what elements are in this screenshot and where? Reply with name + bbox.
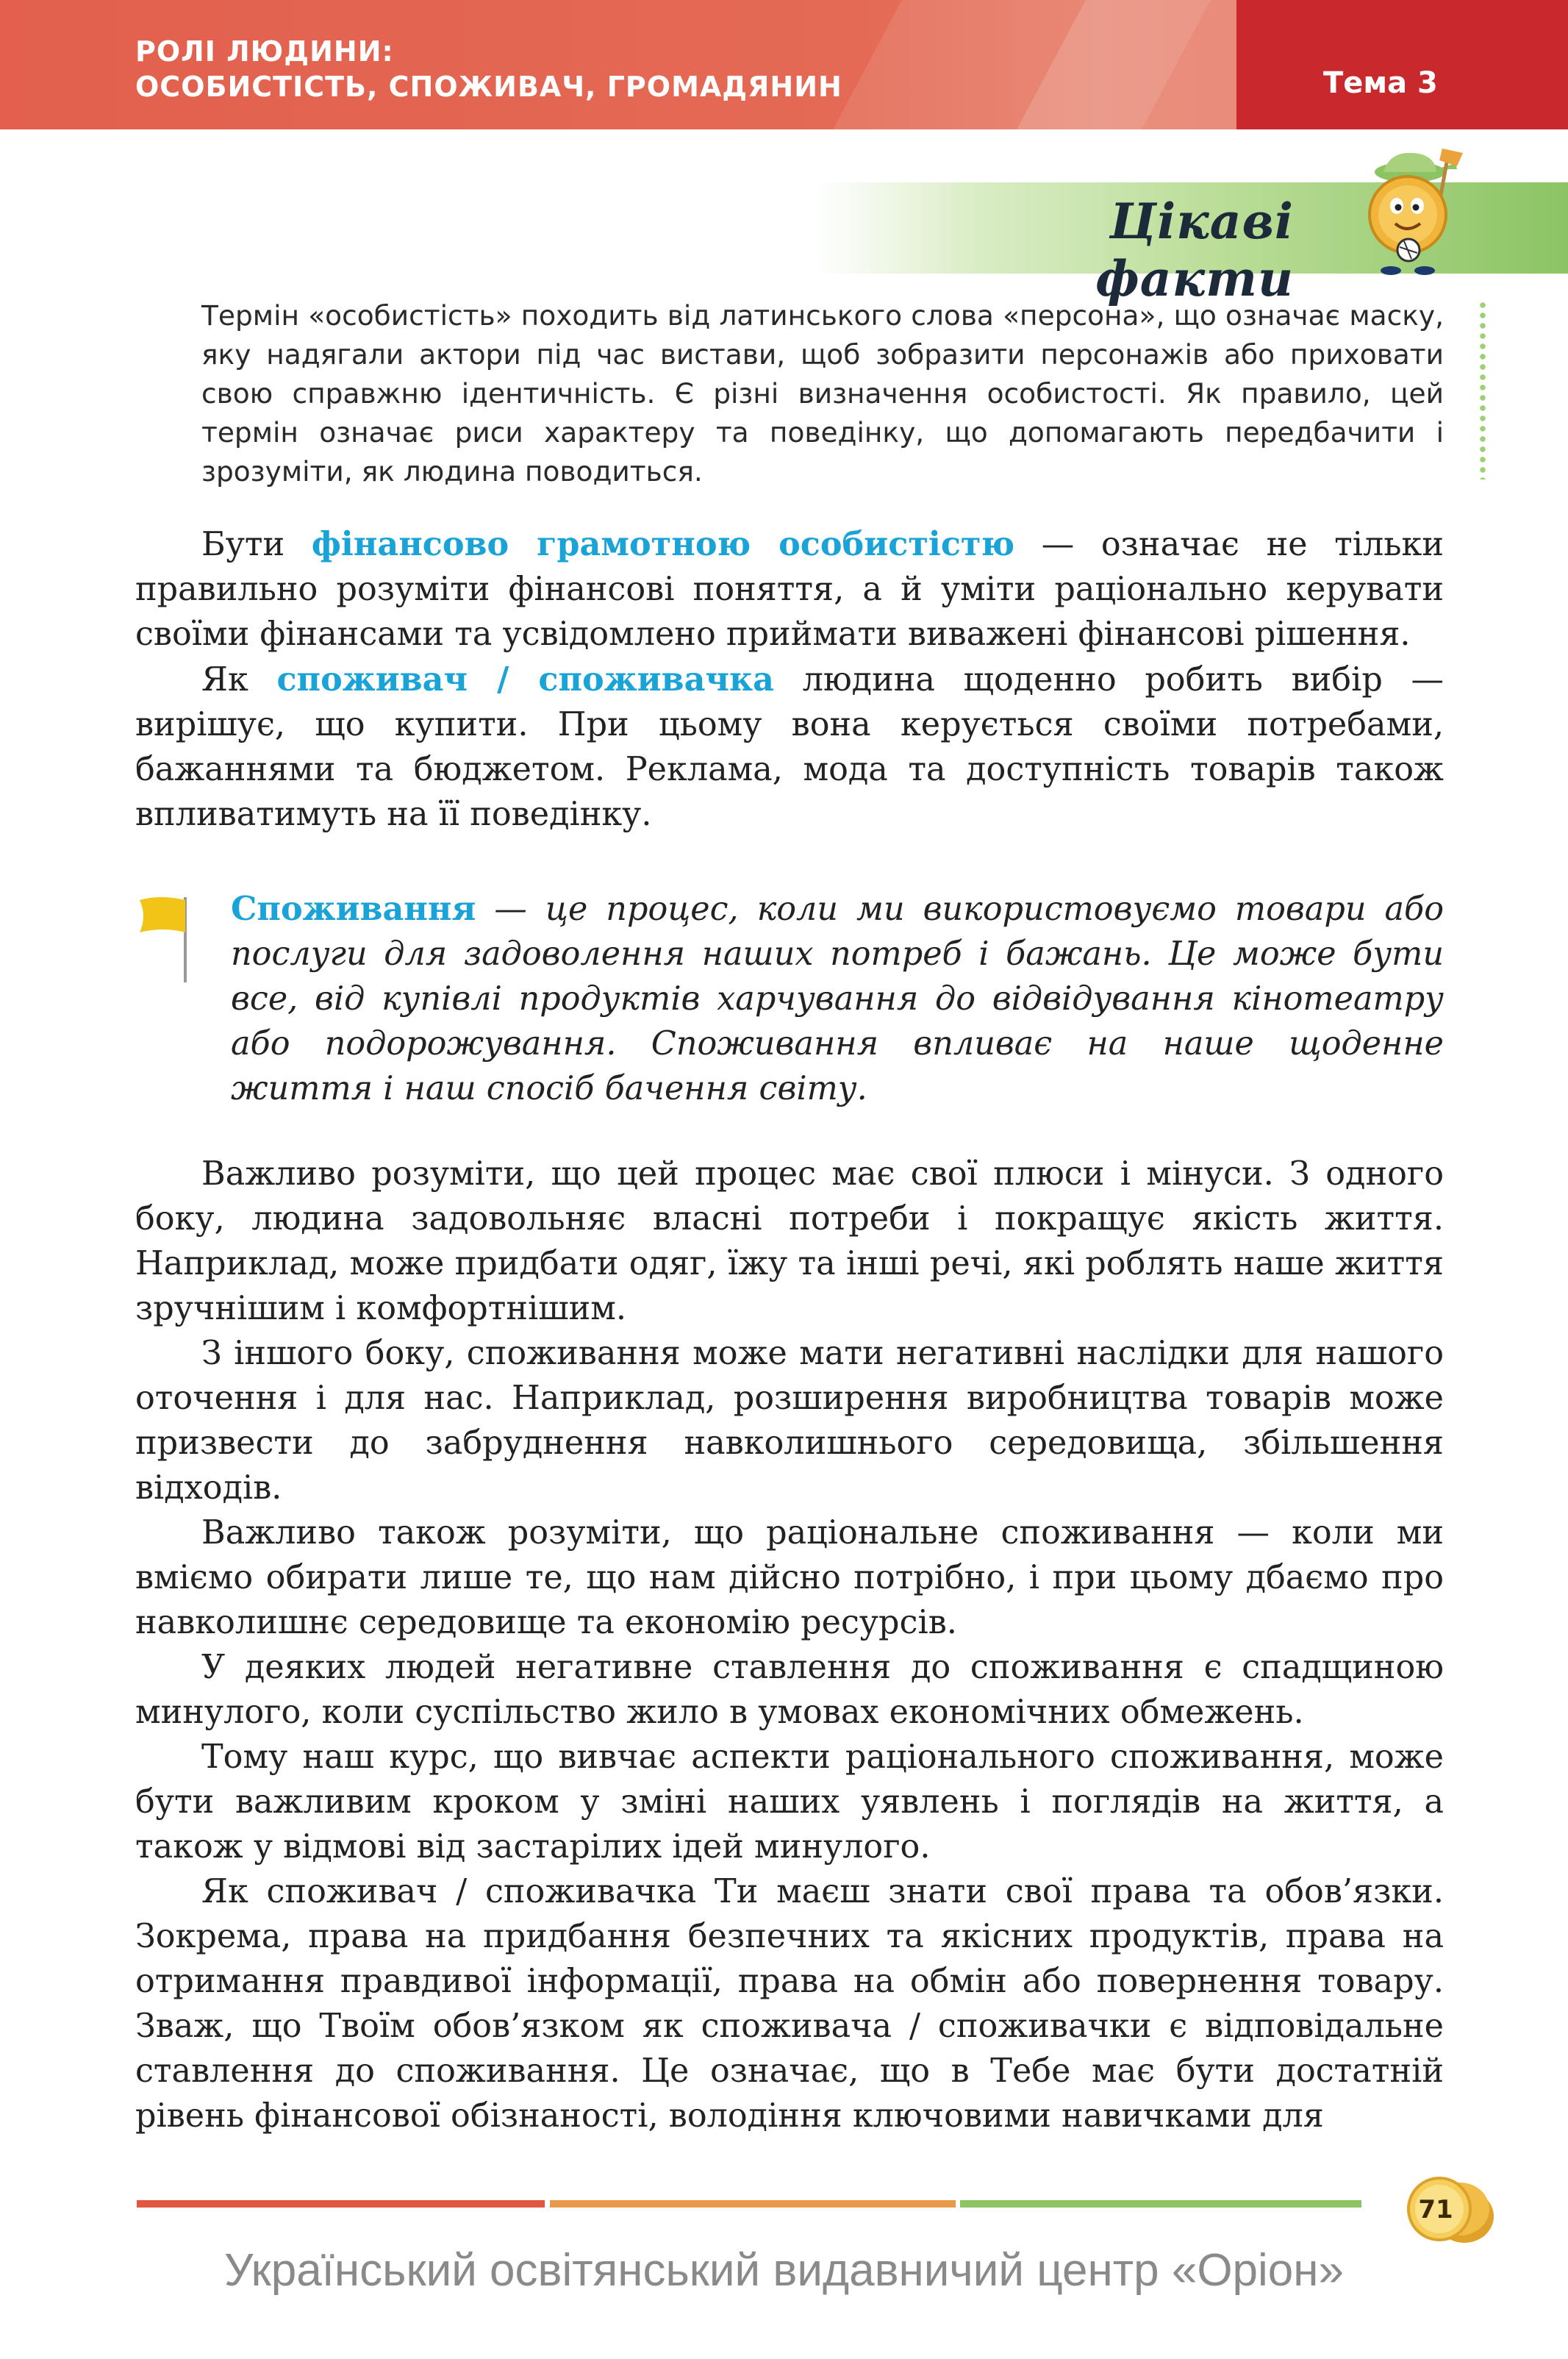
header-topic-block	[1236, 0, 1568, 129]
facts-text: Термін «особистість» походить від латинського слова «персона», що означає маску, яку надягали актори під час вистави, щоб зобразити персонажів або приховати свою справжню ідентичність. Є різні визначення особистості. Як правило, цей термін означає риси характеру та поведінку, що допомагають передбачити і зрозуміти, як людина поводиться.	[201, 299, 1444, 488]
coin-mascot-icon	[1345, 147, 1470, 279]
paragraph: Як споживач / споживачка Ти маєш знати свої права та обов’язки. Зокрема, права на придбання безпечних та якісних продуктів, права на отримання правдивої інформації, права на обмін або повернення товару. Зваж, що Твоїм обов’язком як споживача / споживачки є відповідальне ставлення до споживання. Це означає, що в Тебе має бути достатній рівень фінансової обізнаності, володіння ключовими навичками для	[135, 1873, 1444, 2135]
definition-block	[231, 887, 1444, 1111]
footer-line-red	[137, 2200, 545, 2208]
paragraph-consumer	[135, 657, 1444, 837]
definition-text: — це процес, коли ми використовуємо товари або послуги для задоволення наших потреб і бажань. Це може бути все, від купівлі продуктів харчування до відвідування кінотеатру або подорожування. Споживання впливає на наше щоденне життя і наш спосіб бачення світу.	[231, 891, 1444, 1107]
publisher-name: Український освітянський видавничий центр «Оріон»	[223, 2245, 1345, 2296]
paragraph-text: — означає не тільки правильно розуміти фінансові поняття, а й уміти раціонально керувати своїми фінансами та усвідомлено приймати виважені фінансові рішення.	[135, 526, 1445, 653]
paragraph-text: людина щоденно робить вибір — вирішує, що купити. При цьому вона керується своїми потребами, бажаннями та бюджетом. Реклама, мода та доступність товарів також впливатимуть на її поведінку.	[135, 661, 1444, 833]
topic-label: Тема 3	[1323, 66, 1438, 100]
paragraph-text: Бути	[201, 526, 312, 563]
definition-term: Споживання	[231, 890, 476, 928]
paragraph: Тому наш курс, що вивчає аспекти раціонального споживання, може бути важливим кроком у зміні наших уявлень і поглядів на життя, а також у відмові від застарілих ідей минулого.	[135, 1738, 1444, 1866]
flag-icon	[134, 890, 194, 982]
paragraph: Важливо також розуміти, що раціональне споживання — коли ми вміємо обирати лише те, що нам дійсно потрібно, і при цьому дбаємо про навколишнє середовище та економію ресурсів.	[135, 1514, 1444, 1641]
page-number: 71	[1418, 2195, 1453, 2224]
paragraph: З іншого боку, споживання може мати негативні наслідки для нашого оточення і для нас. Наприклад, розширення виробництва товарів може призвести до забруднення навколишнього середовища, збільшення відходів.	[135, 1335, 1444, 1507]
facts-title: Цікаві факти	[1095, 193, 1294, 307]
page-header	[0, 0, 1568, 129]
term-highlight: споживач / споживачка	[276, 660, 774, 699]
footer-line-green	[960, 2200, 1361, 2208]
paragraph: У деяких людей негативне ставлення до споживання є спадщиною минулого, коли суспільство жило в умовах економічних обмежень.	[135, 1649, 1444, 1731]
section-title: РОЛІ ЛЮДИНИ: ОСОБИСТІСТЬ, СПОЖИВАЧ, ГРОМАДЯНИН	[135, 35, 842, 103]
paragraph-financial-literacy	[135, 522, 1444, 657]
paragraph-text: Як	[201, 661, 277, 699]
footer-line-orange	[550, 2200, 956, 2208]
dotted-divider	[1480, 300, 1486, 479]
paragraph: Важливо розуміти, що цей процес має свої плюси і мінуси. З одного боку, людина задовольняє власні потреби і покращує якість життя. Наприклад, може придбати одяг, їжу та інші речі, які роблять наше життя зручнішим і комфортнішим.	[135, 1155, 1444, 1327]
term-highlight: фінансово грамотною особистістю	[311, 525, 1015, 563]
